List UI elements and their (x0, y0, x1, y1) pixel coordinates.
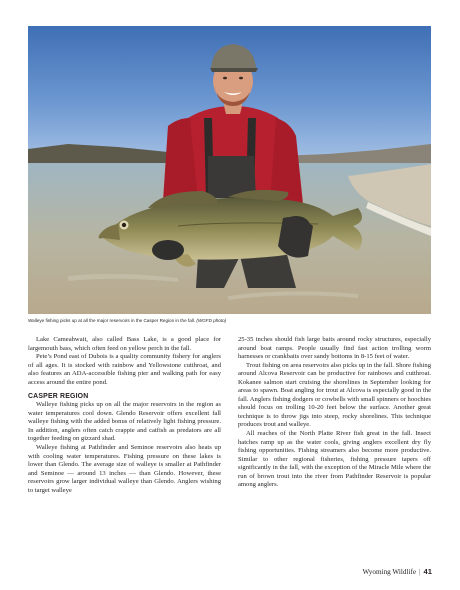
paragraph: Walleye fishing at Pathfinder and Seminoe reservoirs also heats up with cooling water temperatures. Fishing pressure on these lakes is lower than Glendo. The average size of walleye is smaller at Pathfinder and Seminoe — around 13 inches — than Glendo. However, these reservoirs grow larger individual walleye than Glendo. Anglers wishing to target walleye (28, 444, 221, 494)
right-column (238, 336, 431, 490)
caption-text: Walleye fishing picks up at all the major reservoirs in the Casper Region in the fall. (28, 318, 196, 323)
paragraph: Walleye fishing picks up on all the major reservoirs in the region as water temperatures cool down. Glendo Reservoir offers excellent fall walleye fishing with the added bonus of relatively light fishing pressure. In addition, anglers often catch crappie and catfish as predators are all together feeding on gizzard shad. (28, 401, 221, 443)
paragraph: Trout fishing on area reservoirs also picks up in the fall. Shore fishing around Alcova Reservoir can be productive for rainbows and cutthroat. Kokanee salmon start cruising the shorelines in September looking for areas to spawn. Boat angling for trout at Alcova is especially good in the fall. Anglers fishing dodgers or cowbells with small spinners or hoochies should focus on trolling 10-20 feet below the surface. Another great technique is to throw jigs into steep, rocky shorelines. This technique produces trout and walleye. (238, 361, 431, 429)
left-column (28, 336, 221, 495)
section-heading: CASPER REGION (28, 393, 89, 401)
photo-caption (28, 317, 431, 324)
walleye-photo (28, 26, 431, 314)
paragraph: All reaches of the North Platte River fish great in the fall. Insect hatches ramp up as the water cools, giving anglers excellent dry fly fishing opportunities. Fishing streamers also become more productive. Similar to other regional fisheries, fishing pressure tapers off significantly in the fall, with the exception of the Miracle Mile where the run of brown trout into the river from Pathfinder Reservoir is popular among anglers. (238, 430, 431, 489)
photo-credit: (WGFD photo) (196, 318, 227, 323)
page-number: 41 (423, 567, 432, 576)
paragraph: 25-35 inches should fish large baits around rocky structures, especially around boat ramps. People usually find fast action trolling worm harnesses or crankbaits over sandy bottoms in 8-15 feet of water. (238, 336, 431, 361)
magazine-name: Wyoming Wildlife (362, 568, 417, 576)
paragraph: Lake Cameahwait, also called Bass Lake, is a good place for largemouth bass, which often feed on yellow perch in the fall. (28, 336, 221, 352)
footer-separator: | (419, 568, 421, 576)
paragraph: Pete’s Pond east of Dubois is a quality community fishery for anglers of all ages. It is stocked with rainbow and Yellowstone cutthroat, and also features an ADA-accessible fishing pier and walking path for easy access around the entire pond. (28, 353, 221, 386)
page-footer (362, 567, 432, 577)
